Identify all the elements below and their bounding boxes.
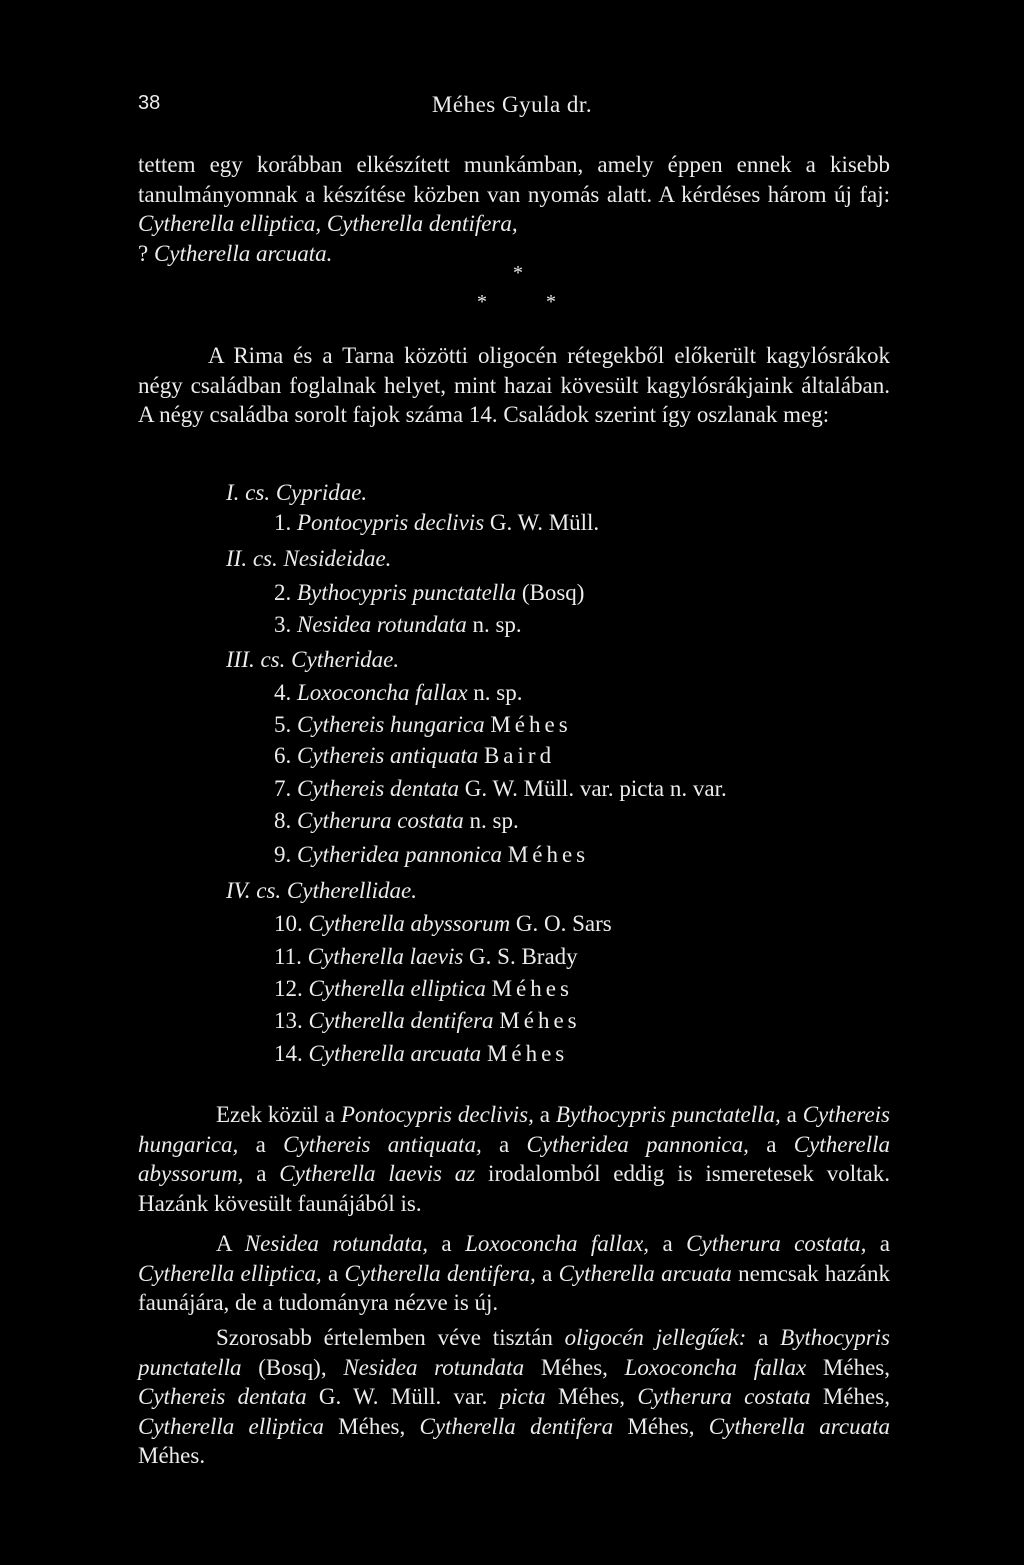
list-item: 8. Cytherura costata n. sp. [274, 808, 519, 833]
list-item: 10. Cytherella abyssorum G. O. Sars [274, 911, 612, 936]
family-heading: III. cs. Cytheridae. [226, 647, 400, 672]
new-species-paragraph: A Nesidea rotundata, a Loxoconcha fallax, a Cytherura costata, a Cytherella elliptica, a Cytherella dentifera, a Cytherella arcuata nemcsak hazánk faunájára, de a tudományra nézve is új. [138, 1231, 890, 1315]
list-item: 9. Cytheridea pannonica Méhes [274, 842, 590, 867]
running-title: Méhes Gyula dr. [431, 92, 593, 117]
intro-paragraph: tettem egy korábban elkészített munkámban, amely éppen ennek a kisebb tanulmányomnak a készítése közben van nyomás alatt. A kérdéses három új faj: Cytherella elliptica, Cytherella dentifera, ? Cytherella arcuata. [138, 152, 890, 266]
known-species-paragraph: Ezek közül a Pontocypris declivis, a Bythocypris punctatella, a Cythereis hungarica, a Cythereis antiquata, a Cytheridea pannonica, a Cytherella abyssorum, a Cytherella laevis az irodalomból eddig is ismeretesek voltak. Hazánk kövesült faunájából is. [138, 1102, 890, 1216]
separator-star: * [513, 262, 523, 284]
list-item: 5. Cythereis hungarica Méhes [274, 712, 572, 737]
list-item: 13. Cytherella dentifera Méhes [274, 1008, 581, 1033]
list-item: 3. Nesidea rotundata n. sp. [274, 612, 522, 637]
family-heading: IV. cs. Cytherellidae. [226, 878, 417, 903]
list-item: 1. Pontocypris declivis G. W. Müll. [274, 510, 600, 535]
family-heading: I. cs. Cypridae. [226, 480, 368, 505]
page-number: 38 [138, 92, 161, 114]
list-item: 7. Cythereis dentata G. W. Müll. var. picta n. var. [274, 776, 727, 801]
overview-paragraph: A Rima és a Tarna közötti oligocén rétegekből előkerült kagylósrákok négy családban foglalnak helyet, mint hazai kövesült kagylósrákjaink általában. A négy családba sorolt fajok száma 14. Családok szerint így oszlanak meg: [138, 343, 890, 427]
list-item: 14. Cytherella arcuata Méhes [274, 1041, 569, 1066]
running-header [138, 92, 886, 122]
separator-star: * [546, 291, 556, 313]
list-item: 12. Cytherella elliptica Méhes [274, 976, 573, 1001]
family-heading: II. cs. Nesideidae. [226, 546, 392, 571]
list-item: 11. Cytherella laevis G. S. Brady [274, 944, 578, 969]
list-item: 6. Cythereis antiquata Baird [274, 743, 556, 768]
oligocene-species-paragraph: Szorosabb értelemben véve tisztán oligocén jellegűek: a Bythocypris punctatella (Bosq), Nesidea rotundata Méhes, Loxoconcha fallax Méhes, Cythereis dentata G. W. Müll. var. picta Méhes, Cytherura costata Méhes, Cytherella elliptica Méhes, Cytherella dentifera Méhes, Cytherella arcuata Méhes. [138, 1325, 890, 1468]
list-item: 2. Bythocypris punctatella (Bosq) [274, 580, 585, 605]
separator-star: * [477, 291, 487, 313]
list-item: 4. Loxoconcha fallax n. sp. [274, 680, 523, 705]
